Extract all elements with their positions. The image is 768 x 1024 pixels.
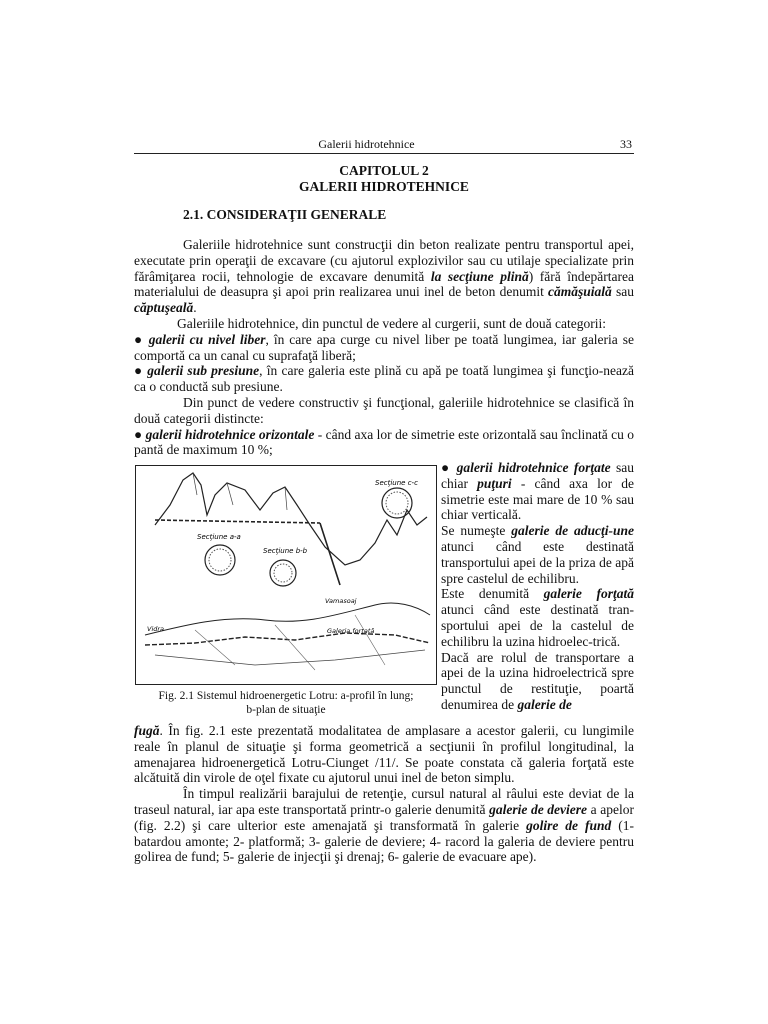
chapter-title: GALERII HIDROTEHNICE — [299, 179, 469, 194]
paragraph-tailrace-start: Dacă are rolul de transportare a apei de la uzina hidroelectrică spre punctul de restituţie, poartă denumirea de galerie de — [441, 649, 634, 712]
paragraph-tailrace-end: fugă. În fig. 2.1 este prezentată modalitatea de amplasare a acestor galerii, cu lungimile reale în planul de situaţie şi forma geometrică a secţiunii în profilul longitudinal, la amenajarea hidroenergetică Lotru-Ciunget /11/. Se poate constata că galeria forţată este alcătuită din virole de oţel fixate cu ajutorul unui inel de beton simplu. — [134, 723, 634, 786]
running-header — [134, 137, 634, 154]
side-column-text — [441, 460, 634, 713]
section-title: 2.1. CONSIDERAŢII GENERALE — [183, 207, 387, 222]
bullet-horizontal: ● galerii hidrotehnice orizontale - când axa lor de simetrie este orizontală sau înclinată cu o pantă de maximum 10 %; — [134, 426, 635, 458]
figure-caption: Fig. 2.1 Sistemul hidroenergetic Lotru: a-profil în lung; b-plan de situaţie — [158, 690, 414, 716]
label-penstock: Galeria forţată — [327, 627, 375, 635]
label-section-cc: Secţiune c-c — [375, 479, 418, 487]
paragraph-constructive: Din punct de vedere constructiv şi funcţional, galeriile hidrotehnice se clasifică în două categorii distincte: — [134, 394, 634, 426]
chapter-number: CAPITOLUL 2 — [339, 163, 429, 178]
label-section-bb: Secţiune b-b — [263, 547, 308, 555]
main-text-top — [134, 237, 634, 458]
paragraph-intro: Galeriile hidrotehnice sunt construcţii din beton realizate pentru transportul apei, executate prin operaţii de excavare (cu ajutorul explozivilor sau cu utilaje specializate prin fărâmiţarea rocii, tehnologie de excavare denumită la secţiune plină) fără îndepărtarea materialului de deasupra şi apoi prin realizarea unui inel de beton denumit cămăşuială sau căptuşeală. — [134, 237, 634, 316]
label-section-aa: Secţiune a-a — [197, 533, 241, 541]
page-number: 33 — [620, 137, 632, 151]
main-text-bottom — [134, 723, 634, 865]
header-title: Galerii hidrotehnice — [318, 137, 415, 151]
figure-lotru-system — [135, 465, 437, 685]
paragraph-deviation: În timpul realizării barajului de retenţie, cursul natural al râului este deviat de la traseul natural, iar apa este transportată printr-o galerie denumită galerie de deviere a apelor (fig. 2.2) şi care ulterior este amenajată şi transformată în galerie golire de fund (1- batardou amonte; 2- platformă; 3- galerie de deviere; 4- racord la galeria de deviere pentru golirea de fund; 5- galerie de injecţii şi drenaj; 6- galerie de evacuare ape). — [134, 786, 635, 865]
bullet-forced: ● galerii hidrotehnice forţate sau chiar puţuri - când axa lor de simetrie este mai mare de 10 % sau chiar verticală. — [441, 460, 635, 523]
paragraph-headrace: Se numeşte galerie de aducţi-une atunci când este destinată transportului apei de la priza de apă spre castelul de echilibru. — [441, 523, 634, 586]
figure-drawing — [135, 465, 437, 685]
paragraph-flow-categories: Galeriile hidrotehnice, din punctul de vedere al curgerii, sunt de două categorii: — [177, 315, 606, 331]
bullet-free-level: ● galerii cu nivel liber, în care apa curge cu nivel liber pe toată lungimea, iar galeria se comportă ca un canal cu suprafaţă liberă; — [134, 331, 634, 363]
label-vamasoaj: Vamasoaj — [325, 597, 357, 605]
bullet-pressure: ● galerii sub presiune, în care galeria este plină cu apă pe toată lungimea şi funcţio-nează ca o conductă sub presiune. — [134, 363, 634, 395]
label-vidra: Vidra — [147, 625, 165, 633]
paragraph-penstock: Este denumită galerie forţată atunci când este destinată tran-sportului apei de la castelul de echilibru la uzina hidroelec-trică. — [441, 586, 634, 649]
